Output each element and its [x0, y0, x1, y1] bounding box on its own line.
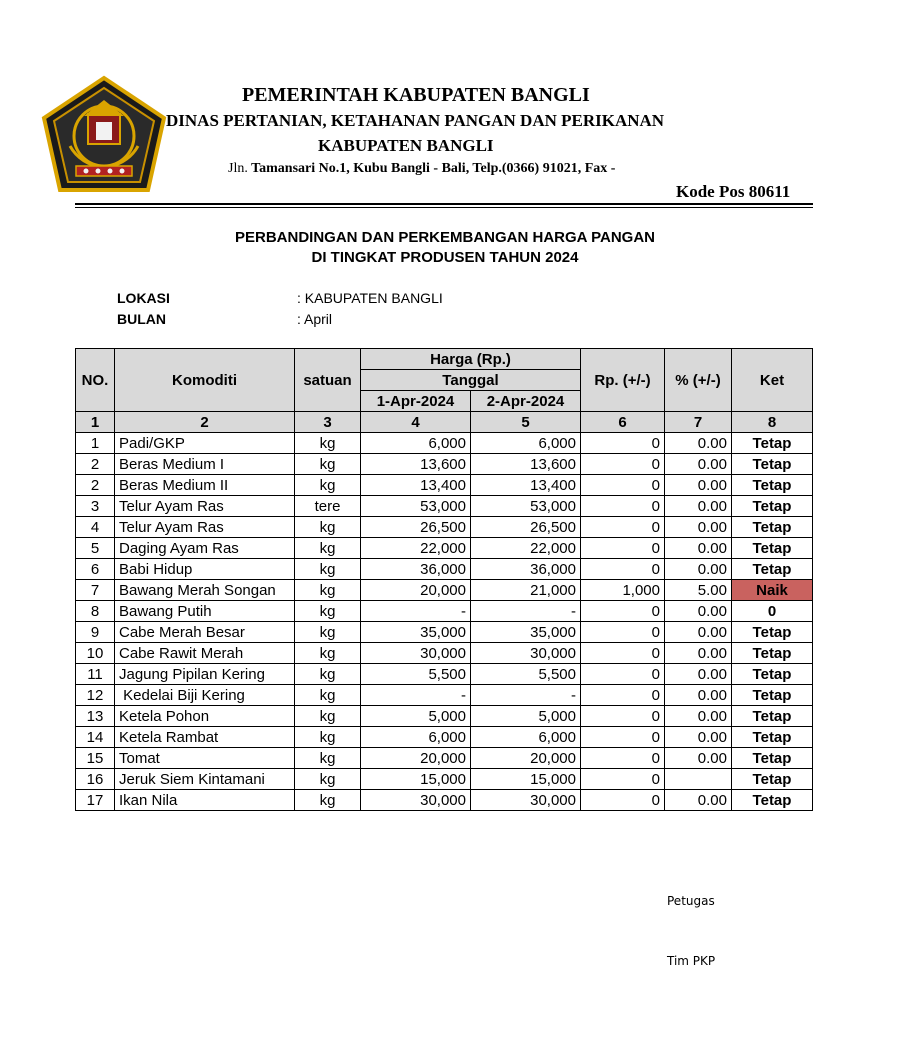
cell-no: 2	[76, 454, 115, 475]
cell-ket: Tetap	[732, 643, 813, 664]
cell-no: 2	[76, 475, 115, 496]
col-number: 2	[115, 412, 295, 433]
cell-komoditi: Cabe Merah Besar	[115, 622, 295, 643]
table-row	[76, 748, 813, 769]
cell-ket: 0	[732, 601, 813, 622]
cell-pct-change: 0.00	[665, 706, 732, 727]
cell-ket: Tetap	[732, 475, 813, 496]
cell-no: 5	[76, 538, 115, 559]
cell-komoditi: Jagung Pipilan Kering	[115, 664, 295, 685]
header-rp: Rp. (+/-)	[581, 349, 665, 412]
header-komoditi: Komoditi	[115, 349, 295, 412]
cell-price-date2: 13,400	[471, 475, 581, 496]
col-number: 6	[581, 412, 665, 433]
cell-satuan: kg	[295, 685, 361, 706]
cell-satuan: kg	[295, 454, 361, 475]
cell-komoditi: Beras Medium II	[115, 475, 295, 496]
address-prefix: Jln.	[228, 161, 248, 176]
cell-satuan: kg	[295, 706, 361, 727]
cell-komoditi: Ketela Rambat	[115, 727, 295, 748]
officer-label: Petugas	[667, 894, 715, 908]
cell-rp-change: 1,000	[581, 580, 665, 601]
table-row	[76, 685, 813, 706]
table-row	[76, 496, 813, 517]
cell-ket: Tetap	[732, 748, 813, 769]
cell-rp-change: 0	[581, 559, 665, 580]
cell-no: 17	[76, 790, 115, 811]
cell-satuan: kg	[295, 517, 361, 538]
cell-price-date2: 22,000	[471, 538, 581, 559]
cell-komoditi: Daging Ayam Ras	[115, 538, 295, 559]
cell-no: 6	[76, 559, 115, 580]
cell-rp-change: 0	[581, 643, 665, 664]
cell-rp-change: 0	[581, 664, 665, 685]
table-row	[76, 643, 813, 664]
cell-price-date2: 53,000	[471, 496, 581, 517]
cell-komoditi: Tomat	[115, 748, 295, 769]
column-number-row	[76, 412, 813, 433]
cell-rp-change: 0	[581, 601, 665, 622]
cell-price-date1: 13,600	[361, 454, 471, 475]
cell-komoditi: Telur Ayam Ras	[115, 496, 295, 517]
cell-ket: Naik	[732, 580, 813, 601]
cell-price-date1: 26,500	[361, 517, 471, 538]
cell-satuan: kg	[295, 538, 361, 559]
table-row	[76, 580, 813, 601]
postal-code: Kode Pos 80611	[676, 182, 791, 201]
cell-price-date1: 22,000	[361, 538, 471, 559]
cell-pct-change: 0.00	[665, 538, 732, 559]
letterhead-agency: DINAS PERTANIAN, KETAHANAN PANGAN DAN PERIKANAN	[166, 111, 665, 130]
cell-price-date1: 36,000	[361, 559, 471, 580]
table-row	[76, 601, 813, 622]
table-row	[76, 475, 813, 496]
cell-price-date2: 36,000	[471, 559, 581, 580]
month-value: : April	[297, 311, 333, 327]
cell-rp-change: 0	[581, 454, 665, 475]
cell-komoditi: Telur Ayam Ras	[115, 517, 295, 538]
letterhead-divider-thin	[75, 207, 813, 208]
cell-price-date1: 5,500	[361, 664, 471, 685]
cell-satuan: kg	[295, 622, 361, 643]
cell-satuan: kg	[295, 601, 361, 622]
cell-no: 13	[76, 706, 115, 727]
cell-pct-change: 0.00	[665, 685, 732, 706]
cell-price-date2: 26,500	[471, 517, 581, 538]
col-number: 1	[76, 412, 115, 433]
cell-no: 11	[76, 664, 115, 685]
cell-price-date1: 53,000	[361, 496, 471, 517]
cell-price-date2: -	[471, 685, 581, 706]
price-table	[75, 348, 813, 811]
cell-price-date2: 6,000	[471, 433, 581, 454]
cell-ket: Tetap	[732, 685, 813, 706]
cell-price-date2: -	[471, 601, 581, 622]
table-row	[76, 706, 813, 727]
header-no: NO.	[76, 349, 115, 412]
cell-no: 16	[76, 769, 115, 790]
cell-komoditi: Padi/GKP	[115, 433, 295, 454]
cell-pct-change: 0.00	[665, 475, 732, 496]
cell-price-date1: 6,000	[361, 433, 471, 454]
cell-price-date1: 30,000	[361, 790, 471, 811]
cell-price-date1: 20,000	[361, 748, 471, 769]
cell-no: 14	[76, 727, 115, 748]
cell-pct-change: 0.00	[665, 748, 732, 769]
table-row	[76, 727, 813, 748]
letterhead-divider	[75, 203, 813, 205]
cell-price-date1: 35,000	[361, 622, 471, 643]
cell-rp-change: 0	[581, 790, 665, 811]
table-header	[76, 349, 813, 412]
cell-satuan: kg	[295, 559, 361, 580]
table-row	[76, 517, 813, 538]
cell-price-date1: 15,000	[361, 769, 471, 790]
header-tanggal: Tanggal	[361, 370, 581, 391]
cell-rp-change: 0	[581, 706, 665, 727]
cell-rp-change: 0	[581, 727, 665, 748]
cell-no: 7	[76, 580, 115, 601]
cell-satuan: kg	[295, 664, 361, 685]
cell-rp-change: 0	[581, 475, 665, 496]
cell-pct-change: 0.00	[665, 559, 732, 580]
cell-pct-change: 0.00	[665, 643, 732, 664]
cell-satuan: kg	[295, 475, 361, 496]
cell-komoditi: Bawang Putih	[115, 601, 295, 622]
table-row	[76, 433, 813, 454]
cell-komoditi: Babi Hidup	[115, 559, 295, 580]
report-subtitle: DI TINGKAT PRODUSEN TAHUN 2024	[311, 249, 579, 266]
cell-no: 12	[76, 685, 115, 706]
cell-ket: Tetap	[732, 727, 813, 748]
cell-rp-change: 0	[581, 538, 665, 559]
cell-pct-change: 0.00	[665, 727, 732, 748]
letterhead-government: PEMERINTAH KABUPATEN BANGLI	[242, 84, 590, 106]
cell-komoditi: Beras Medium I	[115, 454, 295, 475]
cell-no: 1	[76, 433, 115, 454]
cell-no: 3	[76, 496, 115, 517]
cell-price-date2: 35,000	[471, 622, 581, 643]
cell-komoditi: Bawang Merah Songan	[115, 580, 295, 601]
table-row	[76, 790, 813, 811]
cell-pct-change: 0.00	[665, 496, 732, 517]
cell-pct-change: 0.00	[665, 433, 732, 454]
cell-price-date2: 5,500	[471, 664, 581, 685]
cell-ket: Tetap	[732, 454, 813, 475]
cell-komoditi: Ikan Nila	[115, 790, 295, 811]
cell-komoditi: Jeruk Siem Kintamani	[115, 769, 295, 790]
kabupaten-bangli-crest-icon	[40, 74, 168, 194]
col-number: 8	[732, 412, 813, 433]
cell-pct-change: 0.00	[665, 622, 732, 643]
cell-price-date1: 5,000	[361, 706, 471, 727]
header-satuan: satuan	[295, 349, 361, 412]
header-ket: Ket	[732, 349, 813, 412]
letterhead-address	[228, 161, 615, 177]
cell-ket: Tetap	[732, 496, 813, 517]
cell-rp-change: 0	[581, 622, 665, 643]
cell-pct-change: 0.00	[665, 601, 732, 622]
cell-price-date2: 13,600	[471, 454, 581, 475]
cell-price-date2: 6,000	[471, 727, 581, 748]
cell-rp-change: 0	[581, 769, 665, 790]
col-number: 3	[295, 412, 361, 433]
cell-pct-change: 5.00	[665, 580, 732, 601]
cell-price-date2: 30,000	[471, 643, 581, 664]
table-row	[76, 769, 813, 790]
cell-satuan: kg	[295, 727, 361, 748]
cell-price-date1: -	[361, 601, 471, 622]
cell-ket: Tetap	[732, 517, 813, 538]
cell-no: 8	[76, 601, 115, 622]
cell-no: 4	[76, 517, 115, 538]
table-row	[76, 664, 813, 685]
cell-no: 15	[76, 748, 115, 769]
header-harga: Harga (Rp.)	[361, 349, 581, 370]
cell-price-date2: 30,000	[471, 790, 581, 811]
cell-satuan: kg	[295, 748, 361, 769]
cell-pct-change: 0.00	[665, 454, 732, 475]
cell-satuan: kg	[295, 790, 361, 811]
location-label: LOKASI	[117, 290, 170, 306]
officer-team: Tim PKP	[667, 954, 716, 968]
cell-pct-change: 0.00	[665, 664, 732, 685]
table-row	[76, 622, 813, 643]
cell-pct-change: 0.00	[665, 517, 732, 538]
cell-komoditi: Kedelai Biji Kering	[115, 685, 295, 706]
cell-ket: Tetap	[732, 706, 813, 727]
location-value: : KABUPATEN BANGLI	[297, 290, 443, 306]
cell-ket: Tetap	[732, 559, 813, 580]
cell-price-date2: 21,000	[471, 580, 581, 601]
cell-satuan: tere	[295, 496, 361, 517]
cell-ket: Tetap	[732, 622, 813, 643]
cell-ket: Tetap	[732, 538, 813, 559]
cell-rp-change: 0	[581, 433, 665, 454]
cell-no: 9	[76, 622, 115, 643]
report-title: PERBANDINGAN DAN PERKEMBANGAN HARGA PANGAN	[234, 229, 655, 246]
cell-komoditi: Cabe Rawit Merah	[115, 643, 295, 664]
cell-pct-change: 0.00	[665, 790, 732, 811]
cell-ket: Tetap	[732, 769, 813, 790]
cell-ket: Tetap	[732, 664, 813, 685]
header-pct: % (+/-)	[665, 349, 732, 412]
table-row	[76, 538, 813, 559]
cell-price-date2: 15,000	[471, 769, 581, 790]
cell-satuan: kg	[295, 580, 361, 601]
cell-price-date1: -	[361, 685, 471, 706]
cell-rp-change: 0	[581, 517, 665, 538]
table-body	[76, 412, 813, 811]
col-number: 5	[471, 412, 581, 433]
cell-price-date2: 5,000	[471, 706, 581, 727]
cell-price-date2: 20,000	[471, 748, 581, 769]
cell-satuan: kg	[295, 643, 361, 664]
cell-rp-change: 0	[581, 496, 665, 517]
cell-price-date1: 13,400	[361, 475, 471, 496]
table-row	[76, 454, 813, 475]
month-label: BULAN	[117, 311, 166, 327]
col-number: 4	[361, 412, 471, 433]
letterhead-regency: KABUPATEN BANGLI	[318, 136, 494, 155]
cell-rp-change: 0	[581, 748, 665, 769]
cell-ket: Tetap	[732, 433, 813, 454]
cell-price-date1: 30,000	[361, 643, 471, 664]
cell-no: 10	[76, 643, 115, 664]
cell-ket: Tetap	[732, 790, 813, 811]
cell-pct-change	[665, 769, 732, 790]
col-number: 7	[665, 412, 732, 433]
cell-satuan: kg	[295, 769, 361, 790]
header-date2: 2-Apr-2024	[471, 391, 581, 412]
cell-rp-change: 0	[581, 685, 665, 706]
table-row	[76, 559, 813, 580]
cell-komoditi: Ketela Pohon	[115, 706, 295, 727]
cell-price-date1: 20,000	[361, 580, 471, 601]
address-text: Tamansari No.1, Kubu Bangli - Bali, Telp.(0366) 91021, Fax -	[251, 161, 616, 176]
header-date1: 1-Apr-2024	[361, 391, 471, 412]
cell-satuan: kg	[295, 433, 361, 454]
cell-price-date1: 6,000	[361, 727, 471, 748]
